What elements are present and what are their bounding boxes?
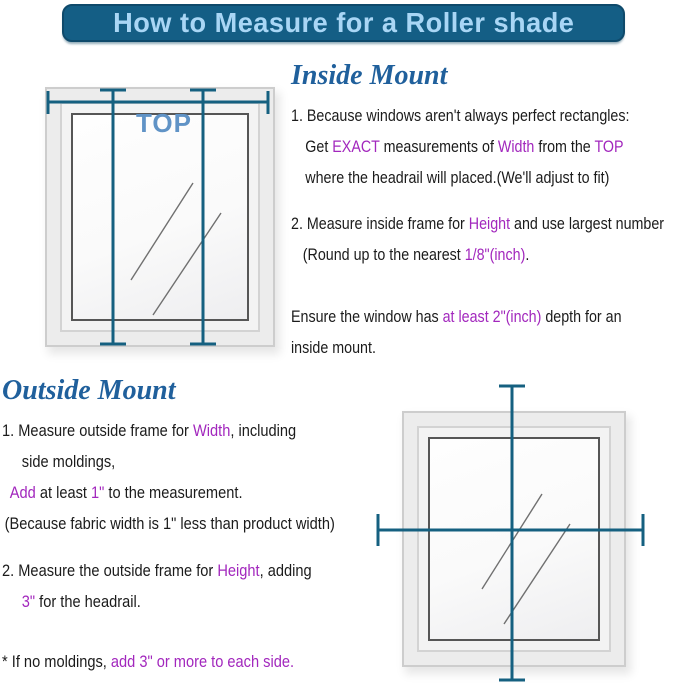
glass-reflection-lines bbox=[430, 439, 598, 639]
text-segment: Get bbox=[305, 137, 333, 156]
instruction-line bbox=[2, 555, 312, 586]
top-edge-label: TOP bbox=[136, 108, 192, 138]
instruction-line bbox=[291, 332, 622, 363]
text-segment: 1/8"(inch) bbox=[464, 245, 526, 264]
text-segment: Width bbox=[497, 137, 535, 156]
inside-mount-heading: Inside Mount bbox=[291, 60, 448, 91]
text-segment: inside mount. bbox=[291, 338, 376, 357]
window-illustration-outside-mount bbox=[428, 437, 600, 641]
instruction-line bbox=[291, 131, 629, 162]
text-segment: add 3" or more to each side. bbox=[110, 652, 295, 671]
text-segment: 1" bbox=[91, 483, 105, 502]
text-segment: and use largest number bbox=[510, 214, 665, 233]
text-segment: * If no moldings, bbox=[2, 652, 111, 671]
outside-mount-heading: Outside Mount bbox=[2, 375, 176, 406]
text-segment: 3" bbox=[21, 592, 36, 611]
text-segment: (Because fabric width is 1" less than product width) bbox=[4, 514, 335, 533]
inside-mount-depth-note bbox=[291, 301, 622, 363]
instruction-line bbox=[2, 508, 335, 539]
outside-mount-step-2 bbox=[2, 555, 312, 617]
window-illustration-inside-mount bbox=[71, 113, 249, 321]
instruction-line bbox=[291, 301, 622, 332]
text-segment: from the bbox=[534, 137, 595, 156]
text-segment: EXACT bbox=[332, 137, 380, 156]
outside-mount-step-1 bbox=[2, 415, 335, 539]
text-segment: , adding bbox=[259, 561, 312, 580]
text-segment: to the measurement. bbox=[104, 483, 243, 502]
text-segment: . bbox=[525, 245, 530, 264]
inside-mount-step-2 bbox=[291, 208, 664, 270]
instruction-line bbox=[291, 100, 629, 131]
text-segment: 2. Measure the outside frame for bbox=[2, 561, 218, 580]
text-segment: depth for an bbox=[541, 307, 622, 326]
text-segment: 1. Because windows aren't always perfect rectangles: bbox=[291, 106, 630, 125]
text-segment: , including bbox=[230, 421, 297, 440]
glass-reflection-lines bbox=[73, 115, 247, 319]
instruction-line bbox=[2, 477, 335, 508]
text-segment: for the headrail. bbox=[35, 592, 141, 611]
instruction-line bbox=[2, 586, 312, 617]
text-segment: where the headrail will placed.(We'll adjust to fit) bbox=[305, 168, 610, 187]
text-segment: 1. Measure outside frame for bbox=[2, 421, 193, 440]
text-segment: side moldings, bbox=[21, 452, 116, 471]
instruction-line bbox=[291, 162, 629, 193]
text-segment: Width bbox=[192, 421, 231, 440]
instruction-line bbox=[291, 239, 664, 270]
text-segment: (Round up to the nearest bbox=[302, 245, 465, 264]
instruction-line bbox=[291, 208, 664, 239]
text-segment: 2. Measure inside frame for bbox=[291, 214, 469, 233]
page-title: How to Measure for a Roller shade bbox=[112, 7, 575, 38]
text-segment: measurements of bbox=[379, 137, 498, 156]
text-segment: Ensure the window has bbox=[291, 307, 443, 326]
instruction-line bbox=[2, 646, 294, 677]
text-segment: Height bbox=[217, 561, 260, 580]
text-segment: Add bbox=[9, 483, 36, 502]
title-banner bbox=[62, 4, 625, 42]
text-segment: at least 2"(inch) bbox=[442, 307, 542, 326]
text-segment: at least bbox=[35, 483, 92, 502]
text-segment: TOP bbox=[594, 137, 624, 156]
text-segment: Height bbox=[468, 214, 511, 233]
instruction-line bbox=[2, 415, 335, 446]
inside-mount-step-1 bbox=[291, 100, 629, 193]
instruction-line bbox=[2, 446, 335, 477]
outside-mount-footnote bbox=[2, 646, 294, 677]
